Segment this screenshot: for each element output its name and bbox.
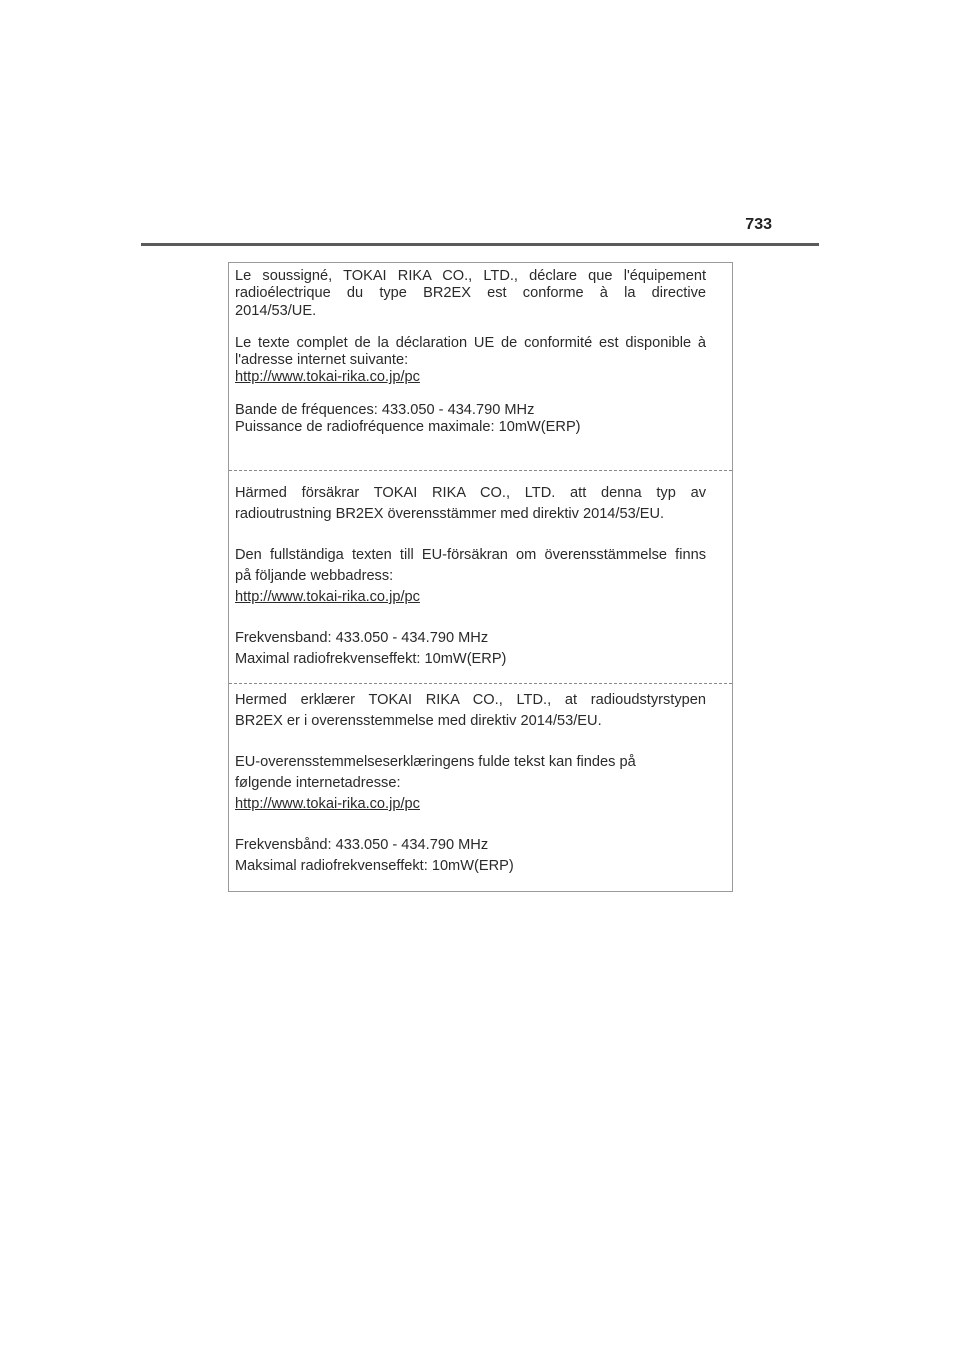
header-rule <box>141 243 819 246</box>
spec-paragraph <box>235 628 706 670</box>
declaration-url-link[interactable]: http://www.tokai-rika.co.jp/pc <box>235 796 420 812</box>
text-line: Le texte complet de la déclaration UE de conformité est disponible à <box>235 334 706 351</box>
statement-paragraph <box>235 690 706 732</box>
statement-line: radioutrustning BR2EX överensstämmer med direktiv 2014/53/EU. <box>235 506 665 522</box>
statement-line: Hermed erklærer TOKAI RIKA CO., LTD., at radioudstyrstypen <box>235 692 706 708</box>
statement-paragraph <box>235 483 706 525</box>
declaration-url-link[interactable]: http://www.tokai-rika.co.jp/pc <box>235 369 420 386</box>
page-number: 733 <box>745 216 772 233</box>
statement-line: radioélectrique du type BR2EX est conforme à la directive <box>235 285 706 302</box>
statement-line: Härmed försäkrar TOKAI RIKA CO., LTD. att denna typ av <box>235 485 706 501</box>
max-power: Maximal radiofrekvenseffekt: 10mW(ERP) <box>235 651 507 667</box>
declaration-url-link[interactable]: http://www.tokai-rika.co.jp/pc <box>235 589 420 605</box>
spec-paragraph <box>235 835 706 877</box>
section-danish <box>229 683 732 893</box>
text-line: følgende internetadresse: <box>235 775 401 791</box>
text-line: på följande webbadress: <box>235 568 394 584</box>
text-paragraph <box>235 752 706 815</box>
frequency-band: Frekvensbånd: 433.050 - 434.790 MHz <box>235 837 489 853</box>
text-line: Den fullständiga texten till EU-försäkran om överensstämmelse finns <box>235 547 706 563</box>
section-swedish <box>229 470 732 683</box>
statement-line: Le soussigné, TOKAI RIKA CO., LTD., déclare que l'équipement <box>235 268 706 284</box>
spec-paragraph <box>235 402 706 437</box>
statement-line: BR2EX er i overensstemmelse med direktiv 2014/53/EU. <box>235 713 602 729</box>
declaration-box <box>228 262 733 892</box>
statement-line: 2014/53/UE. <box>235 302 317 319</box>
frequency-band: Bande de fréquences: 433.050 - 434.790 MHz <box>235 401 535 418</box>
text-paragraph <box>235 545 706 608</box>
frequency-band: Frekvensband: 433.050 - 434.790 MHz <box>235 630 489 646</box>
section-french <box>229 263 732 470</box>
text-line: l'adresse internet suivante: <box>235 352 409 369</box>
text-paragraph <box>235 335 706 387</box>
text-line: EU-overensstemmelseserklæringens fulde tekst kan findes på <box>235 754 636 770</box>
max-power: Puissance de radiofréquence maximale: 10mW(ERP) <box>235 419 581 436</box>
max-power: Maksimal radiofrekvenseffekt: 10mW(ERP) <box>235 858 514 874</box>
statement-paragraph <box>235 268 706 320</box>
